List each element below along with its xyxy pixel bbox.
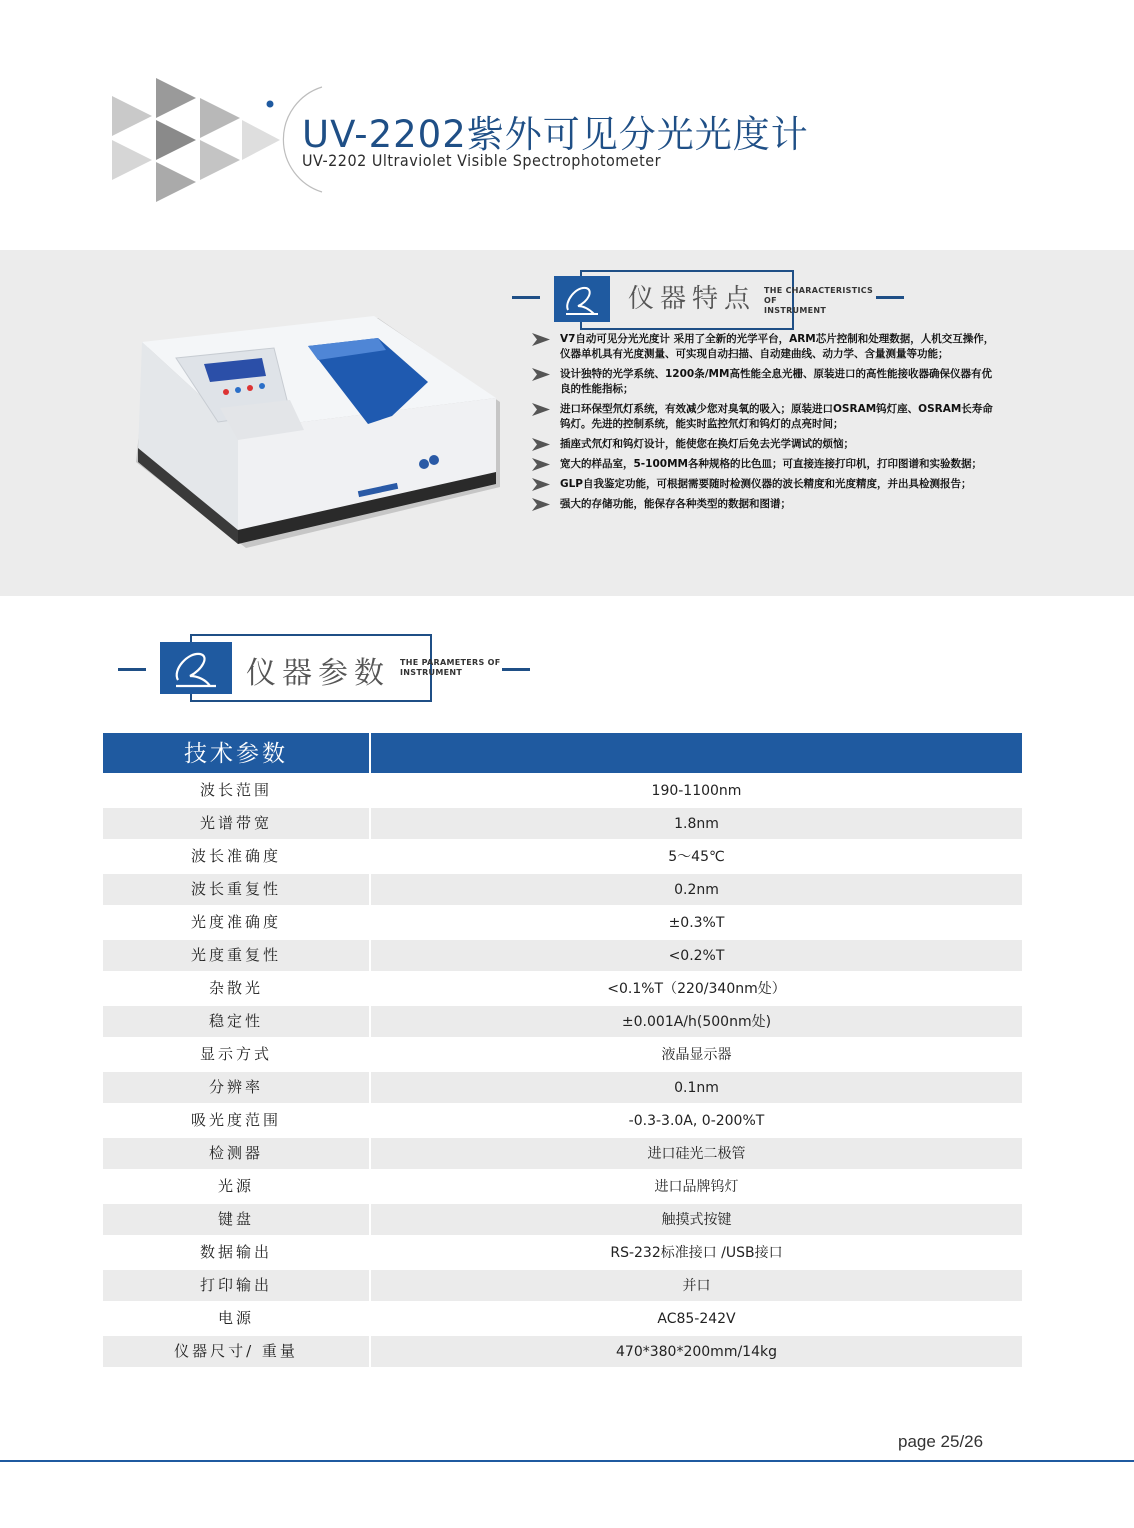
param-name: 波长范围: [199, 781, 272, 799]
param-name: 杂散光: [208, 979, 263, 997]
page-number: page 25/26: [898, 1432, 984, 1451]
arrow-bullet-icon: [532, 403, 550, 416]
param-value: <0.1%T（220/340nm处）: [607, 981, 786, 997]
param-name: 电源: [217, 1309, 254, 1327]
params-table: [103, 733, 1022, 1367]
table-row: [103, 1072, 1022, 1103]
table-row: [103, 1138, 1022, 1169]
param-value: 470*380*200mm/14kg: [371, 1336, 1022, 1367]
list-item: 进口环保型氘灯系统，有效减少您对臭氧的吸入；原装进口OSRAM钨灯座、OSRAM长寿命钨灯。先进的控制系统，能实时监控氘灯和钨灯的点亮时间；: [530, 402, 1000, 432]
param-value: 液晶显示器: [661, 1047, 732, 1063]
table-row: [103, 1336, 1022, 1367]
list-item: 设计独特的光学系统、1200条/MM高性能全息光栅、原装进口的高性能接收器确保仪器有优良的性能指标；: [530, 367, 1000, 397]
table-row: [103, 940, 1022, 971]
param-value: ±0.001A/h(500nm处): [371, 1006, 1022, 1037]
page-title: UV-2202紫外可见分光光度计: [302, 113, 809, 156]
param-value: -0.3-3.0A, 0-200%T: [628, 1113, 765, 1129]
arrow-bullet-icon: [532, 368, 550, 381]
param-value: <0.2%T: [371, 940, 1022, 971]
table-row: [103, 1171, 1022, 1202]
features-list: [530, 332, 1000, 517]
params-heading-cn: 仪器参数: [246, 656, 390, 691]
table-header-label: 技术参数: [184, 741, 288, 767]
heading-dash: [118, 668, 146, 671]
arrow-bullet-icon: [532, 498, 550, 511]
list-item: 强大的存储功能，能保存各种类型的数据和图谱；: [530, 497, 1000, 512]
param-name: 波长重复性: [103, 874, 369, 905]
table-row: [103, 808, 1022, 839]
arrow-bullet-icon: [532, 333, 550, 346]
param-name: 波长准确度: [190, 847, 281, 865]
heading-dash: [876, 296, 904, 299]
param-name: 吸光度范围: [190, 1111, 281, 1129]
param-value: 进口硅光二极管: [371, 1138, 1022, 1169]
table-row: [103, 1105, 1022, 1136]
table-body: [103, 775, 1022, 1367]
param-name: 打印输出: [103, 1270, 369, 1301]
param-value: 1.8nm: [371, 808, 1022, 839]
table-row: [103, 841, 1022, 872]
param-value: RS-232标准接口 /USB接口: [610, 1245, 783, 1261]
page-subtitle: UV-2202 Ultraviolet Visible Spectrophotometer: [302, 151, 662, 170]
table-row: [103, 1039, 1022, 1070]
param-value: 190-1100nm: [651, 783, 742, 799]
table-row: [103, 1204, 1022, 1235]
param-value: 5～45℃: [668, 849, 725, 865]
arrow-bullet-icon: [532, 478, 550, 491]
pen-logo-icon: [160, 642, 232, 694]
list-item: 插座式氘灯和钨灯设计，能使您在换灯后免去光学调试的烦恼；: [530, 437, 1000, 452]
param-value: 0.2nm: [371, 874, 1022, 905]
param-name: 检测器: [103, 1138, 369, 1169]
table-row: [103, 907, 1022, 938]
table-row: [103, 775, 1022, 806]
footer-rule: [0, 1460, 1134, 1462]
arrow-bullet-icon: [532, 438, 550, 451]
param-name: 分辨率: [103, 1072, 369, 1103]
param-name: 显示方式: [199, 1045, 272, 1063]
table-row: [103, 1006, 1022, 1037]
table-row: [103, 1237, 1022, 1268]
param-value: 0.1nm: [371, 1072, 1022, 1103]
param-name: 仪器尺寸/ 重量: [103, 1336, 369, 1367]
features-heading-cn: 仪器特点: [628, 284, 757, 314]
param-name: 光度准确度: [190, 913, 281, 931]
param-name: 光谱带宽: [103, 808, 369, 839]
table-row: [103, 1270, 1022, 1301]
triangle-logo-icon: [112, 78, 282, 203]
table-row: [103, 874, 1022, 905]
header-divider: [369, 733, 371, 773]
param-value: AC85-242V: [657, 1311, 736, 1327]
list-item: GLP自我鉴定功能，可根据需要随时检测仪器的波长精度和光度精度，并出具检测报告；: [530, 477, 1000, 492]
table-row: [103, 973, 1022, 1004]
param-value: ±0.3%T: [668, 915, 725, 931]
features-heading-en: THE CHARACTERISTICS OF INSTRUMENT: [764, 286, 874, 315]
param-value: 进口品牌钨灯: [654, 1179, 739, 1195]
params-heading-en: THE PARAMETERS OF INSTRUMENT: [400, 658, 501, 677]
features-heading: [512, 266, 907, 336]
arrow-bullet-icon: [532, 458, 550, 471]
param-name: 光度重复性: [103, 940, 369, 971]
heading-dash: [502, 668, 530, 671]
table-header: [103, 733, 1022, 773]
spectrophotometer-image: [128, 312, 508, 552]
params-heading: [118, 632, 538, 702]
table-row: [103, 1303, 1022, 1334]
param-name: 光源: [217, 1177, 254, 1195]
pen-logo-icon: [554, 276, 610, 322]
param-value: 并口: [371, 1270, 1022, 1301]
heading-dash: [512, 296, 540, 299]
param-name: 键盘: [103, 1204, 369, 1235]
param-name: 稳定性: [103, 1006, 369, 1037]
param-name: 数据输出: [199, 1243, 272, 1261]
list-item: 宽大的样品室，5-100MM各种规格的比色皿；可直接连接打印机，打印图谱和实验数据；: [530, 457, 1000, 472]
list-item: V7自动可见分光光度计 采用了全新的光学平台，ARM芯片控制和处理数据，人机交互操作，仪器单机具有光度测量、可实现自动扫描、自动建曲线、动力学、含量测量等功能；: [530, 332, 1000, 362]
param-value: 触摸式按键: [371, 1204, 1022, 1235]
